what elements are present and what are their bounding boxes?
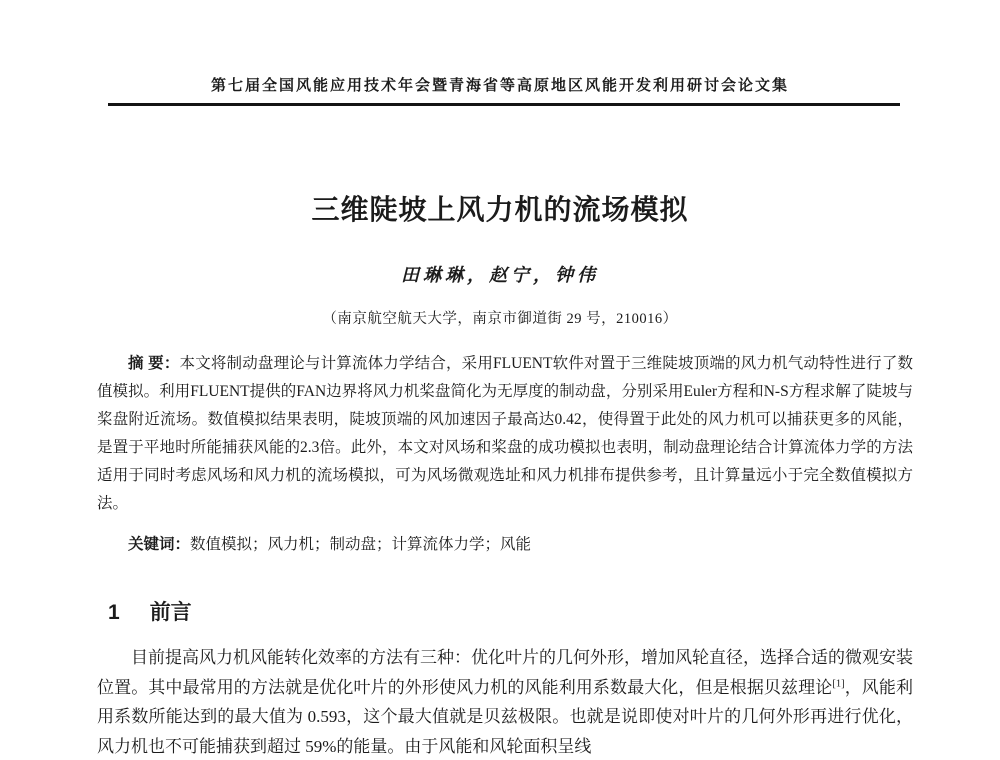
abstract-text: 本文将制动盘理论与计算流体力学结合，采用FLUENT软件对置于三维陡坡顶端的风力机气动特性进行了数值模拟。利用FLUENT提供的FAN边界将风力机桨盘简化为无厚度的制动盘，分别采用Euler方程和N-S方程求解了陡坡与桨盘附近流场。数值模拟结果表明，陡坡顶端的风加速因子最高达0.42，使得置于此处的风力机可以捕获更多的风能，是置于平地时所能捕获风能的2.3倍。此外，本文对风场和桨盘的成功模拟也表明，制动盘理论结合计算流体力学的方法适用于同时考虑风场和风力机的流场模拟，可为风场微观选址和风力机排布提供参考，且计算量远小于完全数值模拟方法。 [97,355,913,512]
section-1-number: 1 [108,601,120,624]
intro-paragraph [97,643,913,760]
section-1-title: 前言 [149,601,192,624]
keywords-text: 数值模拟；风力机；制动盘；计算流体力学；风能 [190,536,532,553]
abstract-paragraph [97,350,913,518]
affiliation-line: （南京航空航天大学，南京市御道街 29 号，210016） [322,311,678,327]
header-rule [108,103,900,106]
reference-1-superscript: [1] [832,677,845,689]
intro-text-before-ref: 目前提高风力机风能转化效率的方法有三种：优化叶片的几何外形，增加风轮直径，选择合适的微观安装位置。其中最常用的方法就是优化叶片的外形使风力机的风能利用系数最大化，但是根据贝兹理论 [97,648,913,697]
authors-line: 田琳琳，赵宁，钟伟 [401,265,599,285]
section-1-heading [108,596,192,626]
keywords-label: 关键词： [128,536,191,553]
abstract-label: 摘 要： [128,355,180,372]
intro-text-after-ref: ，风能利用系数所能达到的最大值为 0.593，这个最大值就是贝兹极限。也就是说即使对叶片的几何外形再进行优化，风力机也不可能捕获到超过 59%的能量。由于风能和风轮面积呈线 [97,677,914,756]
paper-title: 三维陡坡上风力机的流场模拟 [311,194,689,225]
keywords-line [97,531,913,559]
proceedings-header: 第七届全国风能应用技术年会暨青海省等高原地区风能开发利用研讨会论文集 [210,78,789,94]
